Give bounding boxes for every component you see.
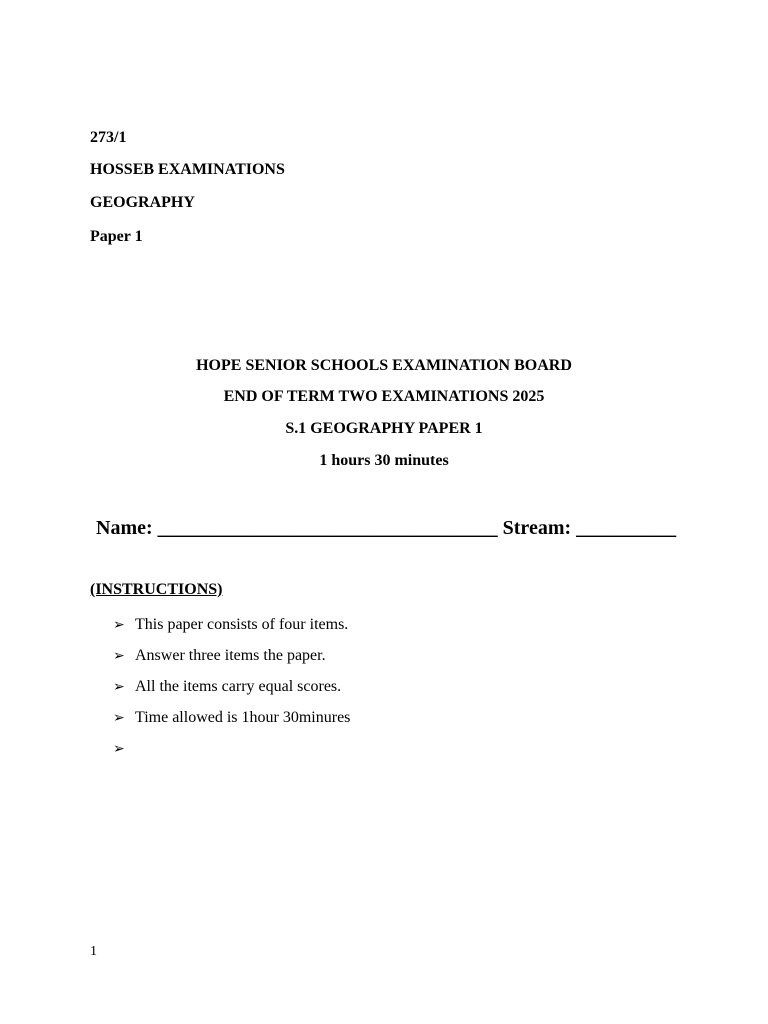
instructions-heading: (INSTRUCTIONS) bbox=[90, 581, 223, 598]
list-item bbox=[113, 707, 350, 738]
instruction-text: Answer three items the paper. bbox=[135, 647, 326, 664]
organization-name: HOSSEB EXAMINATIONS bbox=[90, 161, 285, 178]
board-title: HOPE SENIOR SCHOOLS EXAMINATION BOARD bbox=[196, 357, 572, 374]
exam-title: END OF TERM TWO EXAMINATIONS 2025 bbox=[223, 388, 545, 405]
arrow-bullet-icon: ➢ bbox=[113, 711, 125, 726]
subject-name: GEOGRAPHY bbox=[90, 194, 195, 211]
arrow-bullet-icon: ➢ bbox=[113, 618, 125, 633]
instructions-list bbox=[113, 614, 350, 769]
paper-code: 273/1 bbox=[90, 129, 127, 146]
exam-duration: 1 hours 30 minutes bbox=[319, 452, 449, 469]
arrow-bullet-icon: ➢ bbox=[113, 742, 125, 757]
arrow-bullet-icon: ➢ bbox=[113, 649, 125, 664]
course-title: S.1 GEOGRAPHY PAPER 1 bbox=[285, 420, 483, 437]
page-number: 1 bbox=[90, 944, 97, 959]
paper-number: Paper 1 bbox=[90, 228, 143, 245]
instruction-text: Time allowed is 1hour 30minures bbox=[135, 709, 351, 726]
arrow-bullet-icon: ➢ bbox=[113, 680, 125, 695]
instruction-text: This paper consists of four items. bbox=[135, 616, 349, 633]
name-stream-line: Name: __________________________________ Stream: __________ bbox=[96, 517, 677, 539]
instruction-text: All the items carry equal scores. bbox=[135, 678, 342, 695]
list-item bbox=[113, 676, 350, 707]
list-item bbox=[113, 614, 350, 645]
list-item bbox=[113, 738, 350, 769]
list-item bbox=[113, 645, 350, 676]
